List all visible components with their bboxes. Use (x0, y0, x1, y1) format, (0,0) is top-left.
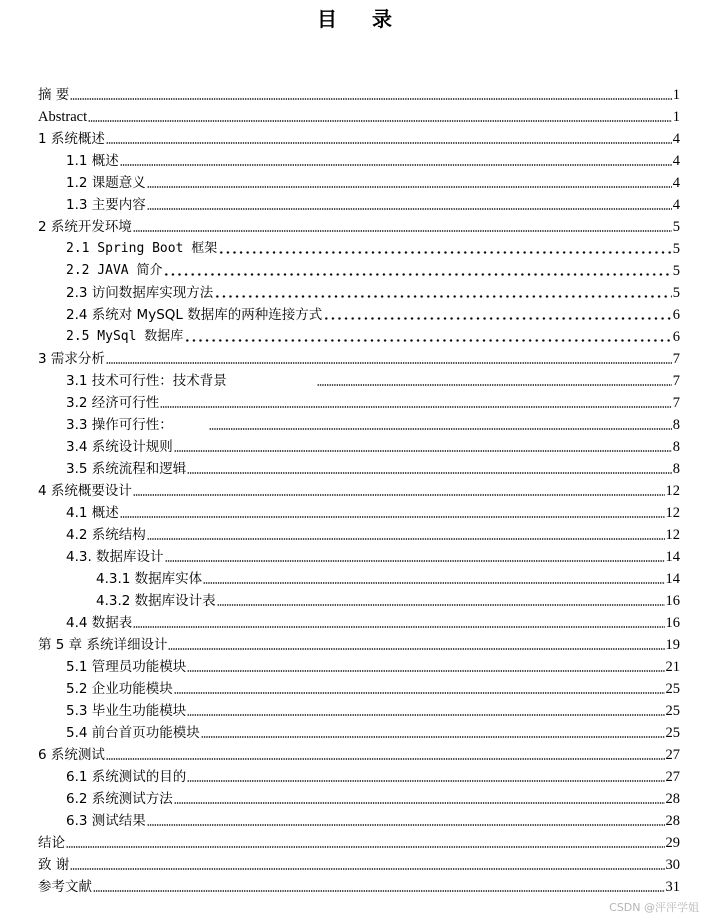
toc-page-number: 1 (672, 87, 680, 103)
toc-label: 1.1 概述 (66, 153, 119, 169)
toc-label: 摘 要 (38, 87, 70, 103)
toc-label: 6.2 系统测试方法 (66, 791, 173, 807)
toc-entry-5-3[interactable] (66, 700, 680, 720)
toc-leader (133, 626, 664, 628)
toc-page-number: 27 (665, 769, 680, 785)
toc-page-number: 1 (672, 109, 680, 125)
toc-leader (133, 230, 672, 232)
toc-label: 3 需求分析 (38, 351, 105, 367)
toc-label: 3.2 经济可行性 (66, 395, 160, 411)
toc-page-number: 7 (672, 351, 680, 367)
toc-page-number: 8 (672, 417, 680, 433)
toc-page-number: 16 (665, 615, 680, 631)
toc-entry-6-1[interactable] (66, 766, 680, 786)
toc-label: 4.3. 数据库设计 (66, 549, 164, 565)
toc-label: 3.5 系统流程和逻辑 (66, 461, 187, 477)
toc-page-number: 29 (665, 835, 680, 851)
toc-entry-3-5[interactable] (66, 458, 680, 478)
toc-leader (106, 758, 665, 760)
toc-leader (106, 142, 672, 144)
toc-entry-chapter-3[interactable] (38, 348, 680, 368)
toc-page-number: 5 (672, 263, 680, 279)
toc-page-number: 25 (665, 725, 680, 741)
toc-page-number: 12 (665, 483, 680, 499)
toc-entry-4-2[interactable] (66, 524, 680, 544)
toc-page-number: 6 (672, 307, 680, 323)
page-title: 目 录 (317, 7, 406, 31)
toc-page-number: 28 (665, 791, 680, 807)
toc-label: 2.3 访问数据库实现方法 (66, 285, 214, 301)
toc-entry-3-1[interactable] (66, 370, 680, 390)
toc-leader (187, 714, 664, 716)
toc-leader (88, 120, 672, 122)
toc-label: 2.2 JAVA 简介 (66, 263, 163, 278)
toc-leader (174, 692, 665, 694)
toc-leader (120, 164, 672, 166)
toc-entry-chapter-1[interactable] (38, 128, 680, 148)
toc-leader (218, 251, 672, 254)
toc-leader (317, 384, 672, 386)
toc-leader (165, 560, 665, 562)
toc-leader (133, 494, 665, 496)
toc-label: 2.1 Spring Boot 框架 (66, 241, 218, 256)
toc-page-number: 5 (672, 219, 680, 235)
toc-leader (70, 868, 664, 870)
toc-entry-abstract-cn[interactable] (38, 84, 680, 104)
toc-leader (66, 846, 665, 848)
toc-label: 致 谢 (38, 857, 70, 873)
toc-entry-chapter-5[interactable] (38, 634, 680, 654)
toc-entry-4-3[interactable] (66, 546, 680, 566)
toc-leader (214, 295, 671, 298)
toc-page-number: 27 (665, 747, 680, 763)
toc-entry-1-3[interactable] (66, 194, 680, 214)
toc-leader (209, 428, 672, 430)
toc-leader (201, 736, 665, 738)
toc-page-number: 28 (665, 813, 680, 829)
toc-page-number: 4 (672, 197, 680, 213)
toc-entry-4-4[interactable] (66, 612, 680, 632)
toc-page-number: 4 (672, 131, 680, 147)
toc-label: 4.3.2 数据库设计表 (96, 593, 216, 609)
toc-entry-2-4[interactable] (66, 304, 680, 324)
toc-leader (174, 802, 665, 804)
toc-entry-2-2[interactable] (66, 260, 680, 280)
toc-entry-1-2[interactable] (66, 172, 680, 192)
toc-page-number: 8 (672, 461, 680, 477)
toc-label: 6.1 系统测试的目的 (66, 769, 187, 785)
toc-label: 5.3 毕业生功能模块 (66, 703, 187, 719)
toc-label: 1.2 课题意义 (66, 175, 146, 191)
toc-page-number: 4 (672, 175, 680, 191)
toc-label: 第 5 章 系统详细设计 (38, 637, 168, 653)
toc-label: 结论 (38, 835, 65, 851)
toc-entry-2-1[interactable] (66, 238, 680, 258)
toc-label: 2.5 MySql 数据库 (66, 329, 184, 344)
toc-entry-3-2[interactable] (66, 392, 680, 412)
toc-label: 3.3 操作可行性： (66, 417, 173, 433)
watermark: CSDN @泙泙学姐 (609, 901, 699, 914)
toc-label: 1.3 主要内容 (66, 197, 146, 213)
toc-entry-chapter-4[interactable] (38, 480, 680, 500)
toc-entry-4-3-1[interactable] (96, 568, 680, 588)
toc-entry-chapter-6[interactable] (38, 744, 680, 764)
toc-label: 5.4 前台首页功能模块 (66, 725, 200, 741)
toc-leader (147, 824, 665, 826)
toc-leader (160, 406, 671, 408)
toc-leader (106, 362, 672, 364)
toc-leader (187, 472, 671, 474)
toc-page-number: 30 (665, 857, 680, 873)
toc-label: 5.1 管理员功能模块 (66, 659, 187, 675)
toc-page-number: 4 (672, 153, 680, 169)
toc-page-number: 19 (665, 637, 680, 653)
toc-entry-3-3[interactable] (66, 414, 680, 434)
toc-label: 5.2 企业功能模块 (66, 681, 173, 697)
toc-entry-1-1[interactable] (66, 150, 680, 170)
toc-entry-conclusion[interactable] (38, 832, 680, 852)
toc-label: Abstract (38, 109, 88, 125)
toc-label: 4.3.1 数据库实体 (96, 571, 203, 587)
toc-entry-chapter-2[interactable] (38, 216, 680, 236)
toc-leader (147, 186, 672, 188)
toc-label: 6.3 测试结果 (66, 813, 146, 829)
toc-leader (147, 538, 665, 540)
toc-leader (323, 317, 672, 320)
toc-label: 6 系统测试 (38, 747, 105, 763)
toc-leader (203, 582, 664, 584)
toc-page-number: 12 (665, 505, 680, 521)
toc-leader (174, 450, 672, 452)
toc-label: 4.1 概述 (66, 505, 119, 521)
toc-label: 2 系统开发环境 (38, 219, 132, 235)
toc-entry-4-3-2[interactable] (96, 590, 680, 610)
toc-page-number: 25 (665, 703, 680, 719)
toc-entry-6-3[interactable] (66, 810, 680, 830)
toc-page-number: 14 (665, 571, 680, 587)
toc-label: 4 系统概要设计 (38, 483, 132, 499)
toc-leader (168, 648, 664, 650)
toc-entry-acknowledgements[interactable] (38, 854, 680, 874)
toc-entry-4-1[interactable] (66, 502, 680, 522)
toc-entry-2-5[interactable] (66, 326, 680, 346)
toc-label: 4.2 系统结构 (66, 527, 146, 543)
toc-entry-6-2[interactable] (66, 788, 680, 808)
toc-page-number: 16 (665, 593, 680, 609)
toc-page-number: 31 (665, 879, 680, 895)
toc-entry-references[interactable] (38, 876, 680, 896)
toc-entry-5-4[interactable] (66, 722, 680, 742)
toc-entry-3-4[interactable] (66, 436, 680, 456)
toc-label: 3.4 系统设计规则 (66, 439, 173, 455)
toc-page-number: 21 (665, 659, 680, 675)
toc-page-number: 5 (672, 285, 680, 301)
toc-page-number: 7 (672, 373, 680, 389)
toc-label: 2.4 系统对 MySQL 数据库的两种连接方式 (66, 307, 323, 323)
toc-leader (93, 890, 665, 892)
toc-page-number: 8 (672, 439, 680, 455)
toc-leader (120, 516, 665, 518)
toc-leader (217, 604, 665, 606)
toc-page-number: 6 (672, 329, 680, 345)
toc-leader (187, 780, 664, 782)
toc-label: 4.4 数据表 (66, 615, 133, 631)
toc-label: 3.1 技术可行性：技术背景 (66, 373, 227, 389)
toc-label: 1 系统概述 (38, 131, 105, 147)
toc-leader (70, 98, 671, 100)
toc-leader (187, 670, 664, 672)
toc-leader (184, 339, 671, 342)
toc-leader (147, 208, 672, 210)
toc-page-number: 12 (665, 527, 680, 543)
toc-entry-5-1[interactable] (66, 656, 680, 676)
toc-label: 参考文献 (38, 879, 92, 895)
toc-entry-abstract-en[interactable] (38, 106, 680, 126)
toc-page-number: 25 (665, 681, 680, 697)
toc-page-number: 7 (672, 395, 680, 411)
toc-page-number: 5 (672, 241, 680, 257)
toc-page-number: 14 (665, 549, 680, 565)
toc-entry-2-3[interactable] (66, 282, 680, 302)
toc-entry-5-2[interactable] (66, 678, 680, 698)
toc-leader (163, 273, 671, 276)
